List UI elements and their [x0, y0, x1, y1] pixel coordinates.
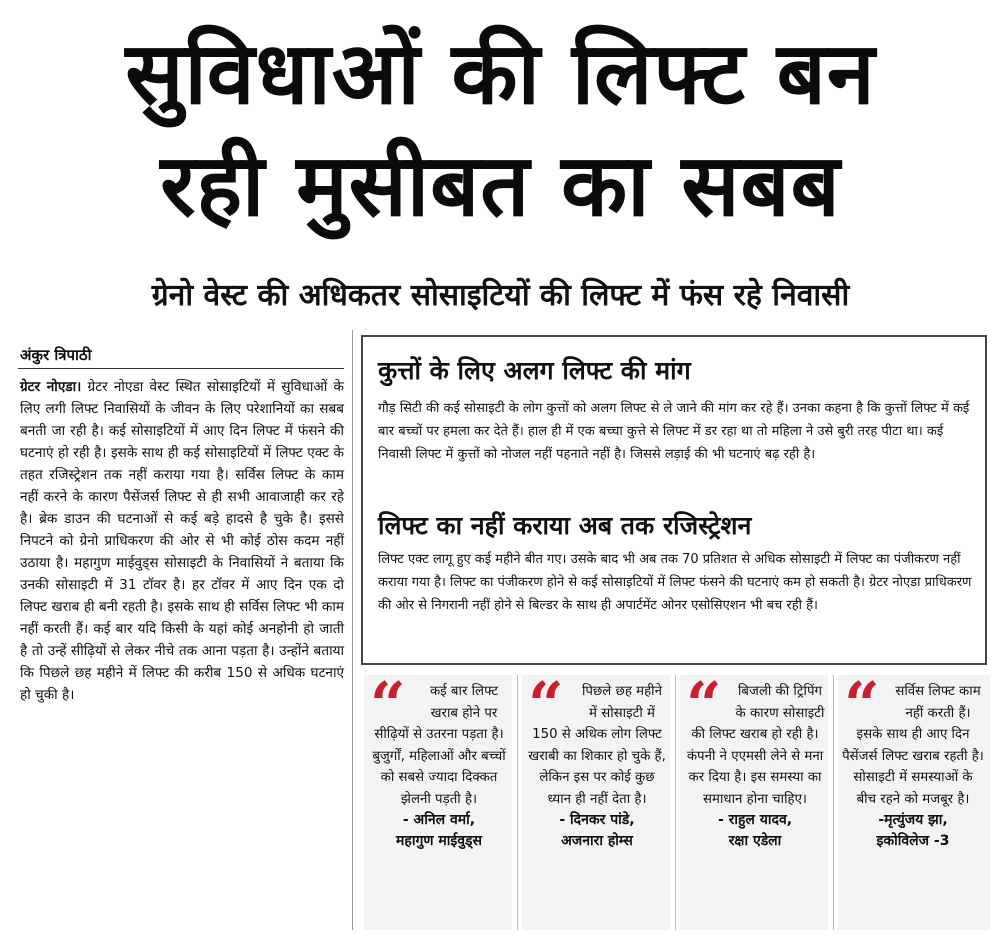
quote-text: पिछले छह महीने में सोसाइटी में 150 से अधिक लोग लिफ्ट खराबी का शिकार हो चुके हैं, लेकिन इस पर कोई कुछ ध्यान ही नहीं देता है। - दिनकर पांडे, अजनारा होम्स [526, 681, 668, 852]
quote-society: महागुण माईवुड्स [396, 833, 482, 849]
quote-mark-icon: “ [528, 668, 564, 741]
headline-line-1: सुविधाओं की लिफ्ट बन [125, 24, 876, 124]
quote-text: सर्विस लिफ्ट काम नहीं करती हैं। इसके साथ ही आए दिन पैसेंजर्स लिफ्ट खराब रहती है। सोसाइटी में समस्याओं के बीच रहने को मजबूर है। -मृत्युंजय झा, इकोविलेज -3 [842, 681, 984, 852]
dateline: ग्रेटर नोएडा। [20, 379, 82, 395]
sidebar-heading-dogs: कुत्तों के लिए अलग लिफ्ट की मांग [378, 356, 691, 385]
quote-card [522, 668, 670, 930]
main-story-text: ग्रेटर नोएडा वेस्ट स्थित सोसाइटियों में सुविधाओं के लिए लगी लिफ्ट निवासियों के जीवन के लिए परेशानियों का सबब बनती जा रही है। कई सोसाइटियों में आए दिन लिफ्ट में फंसने की घटनाएं हो रही है। इसके साथ ही कई सोसाइटियों में लिफ्ट एक्ट के तहत रजिस्ट्रेशन तक नहीं कराया गया है। सर्विस लिफ्ट के काम नहीं करने के कारण पैसेंजर्स लिफ्ट से ही सभी आवाजाही कर रहे है। ब्रेक डाउन की घटनाओं से कई बड़े हादसे है चुके है। इससे निपटने को ग्रेनो प्राधिकरण की ओर से भी कोई ठोस कदम नहीं उठाया है। महागुण माईवुड्स सोसाइटी के निवासियों ने बताया कि उनकी सोसाइटी में 31 टॉवर है। हर टॉवर में आए दिन एक दो लिफ्ट खराब ही बनी रहती है। इसके साथ ही सर्विस लिफ्ट भी काम नहीं करती हैं। कई बार यदि किसी के यहां कोई अनहोनी हो जाती है तो उन्हें सीढ़ियों से लेकर नीचे तक आना पड़ता है। उन्होंने बताया कि पिछले छह महीने में लिफ्ट की करीब 150 से अधिक घटनाएं हो चुकी है। [20, 379, 344, 703]
subheadline: ग्रेनो वेस्ट की अधिकतर सोसाइटियों की लिफ्ट में फंस रहे निवासी [151, 278, 850, 313]
quote-card [364, 668, 512, 930]
quote-divider [833, 675, 834, 930]
quote-divider [675, 675, 676, 930]
quote-text: बिजली की ट्रिपिंग के कारण सोसाइटी की लिफ्ट खराब हो रही है। कंपनी ने एएमसी लेने से मना कर दिया है। इस समस्या का समाधान होना चाहिए। - राहुल यादव, रक्षा एडेला [684, 681, 826, 852]
sidebar-text-registration: लिफ्ट एक्ट लागू हुए कई महीने बीत गए। उसके बाद भी अब तक 70 प्रतिशत से अधिक सोसाइटी में लिफ्ट का पंजीकरण नहीं कराया गया है। लिफ्ट का पंजीकरण होने से कई सोसाइटियों में लिफ्ट फंसने की घटनाएं कम हो सकती है। ग्रेटर नोएडा प्राधिकरण की ओर से निगरानी नहीं होने से बिल्डर के साथ ही अपार्टमेंट ओनर एसोसिएशन भी बच रही हैं। [378, 552, 972, 613]
quote-mark-icon: “ [844, 668, 880, 741]
quote-author: - राहुल यादव, [717, 812, 793, 828]
quote-society: रक्षा एडेला [728, 833, 782, 849]
column-divider [352, 330, 353, 930]
quote-card [680, 668, 828, 930]
sidebar-text-dogs: गौड़ सिटी की कई सोसाइटी के लोग कुत्तों को अलग लिफ्ट से ले जाने की मांग कर रहे हैं। उनका कहना है कि कुत्तों लिफ्ट में कई बार बच्चों पर हमला कर देते हैं। हाल ही में एक बच्चा कुत्ते से लिफ्ट में डर रहा था तो महिला ने उसे बुरी तरह पीटा था। कई निवासी लिफ्ट में कुत्तों को नोजल नहीं पहनाते नहीं है। जिससे लड़ाई की भी घटनाएं बढ़ रही है। [378, 401, 970, 462]
headline [0, 18, 1001, 242]
sidebar-heading-registration: लिफ्ट का नहीं कराया अब तक रजिस्ट्रेशन [378, 511, 752, 540]
headline-line-2: रही मुसीबत का सबब [160, 136, 841, 236]
quote-author: -मृत्युंजय झा, [878, 812, 948, 828]
quote-author: - दिनकर पांडे, [559, 812, 635, 828]
quote-divider [517, 675, 518, 930]
quote-mark-icon: “ [686, 668, 722, 741]
quote-text: कई बार लिफ्ट खराब होने पर सीढ़ियों से उतरना पड़ता है। बुजुर्गों, महिलाओं और बच्चों को सबसे ज्यादा दिक्कत झेलनी पड़ती है। - अनिल वर्मा, महागुण माईवुड्स [368, 681, 510, 852]
main-story [20, 376, 344, 706]
quote-society: अजनारा होम्स [561, 833, 633, 849]
byline: अंकुर त्रिपाठी [20, 346, 92, 364]
quote-card [838, 668, 990, 930]
quote-society: इकोविलेज -3 [876, 833, 950, 849]
byline-divider [18, 368, 344, 369]
quote-mark-icon: “ [370, 668, 406, 741]
quote-author: - अनिल वर्मा, [402, 812, 476, 828]
